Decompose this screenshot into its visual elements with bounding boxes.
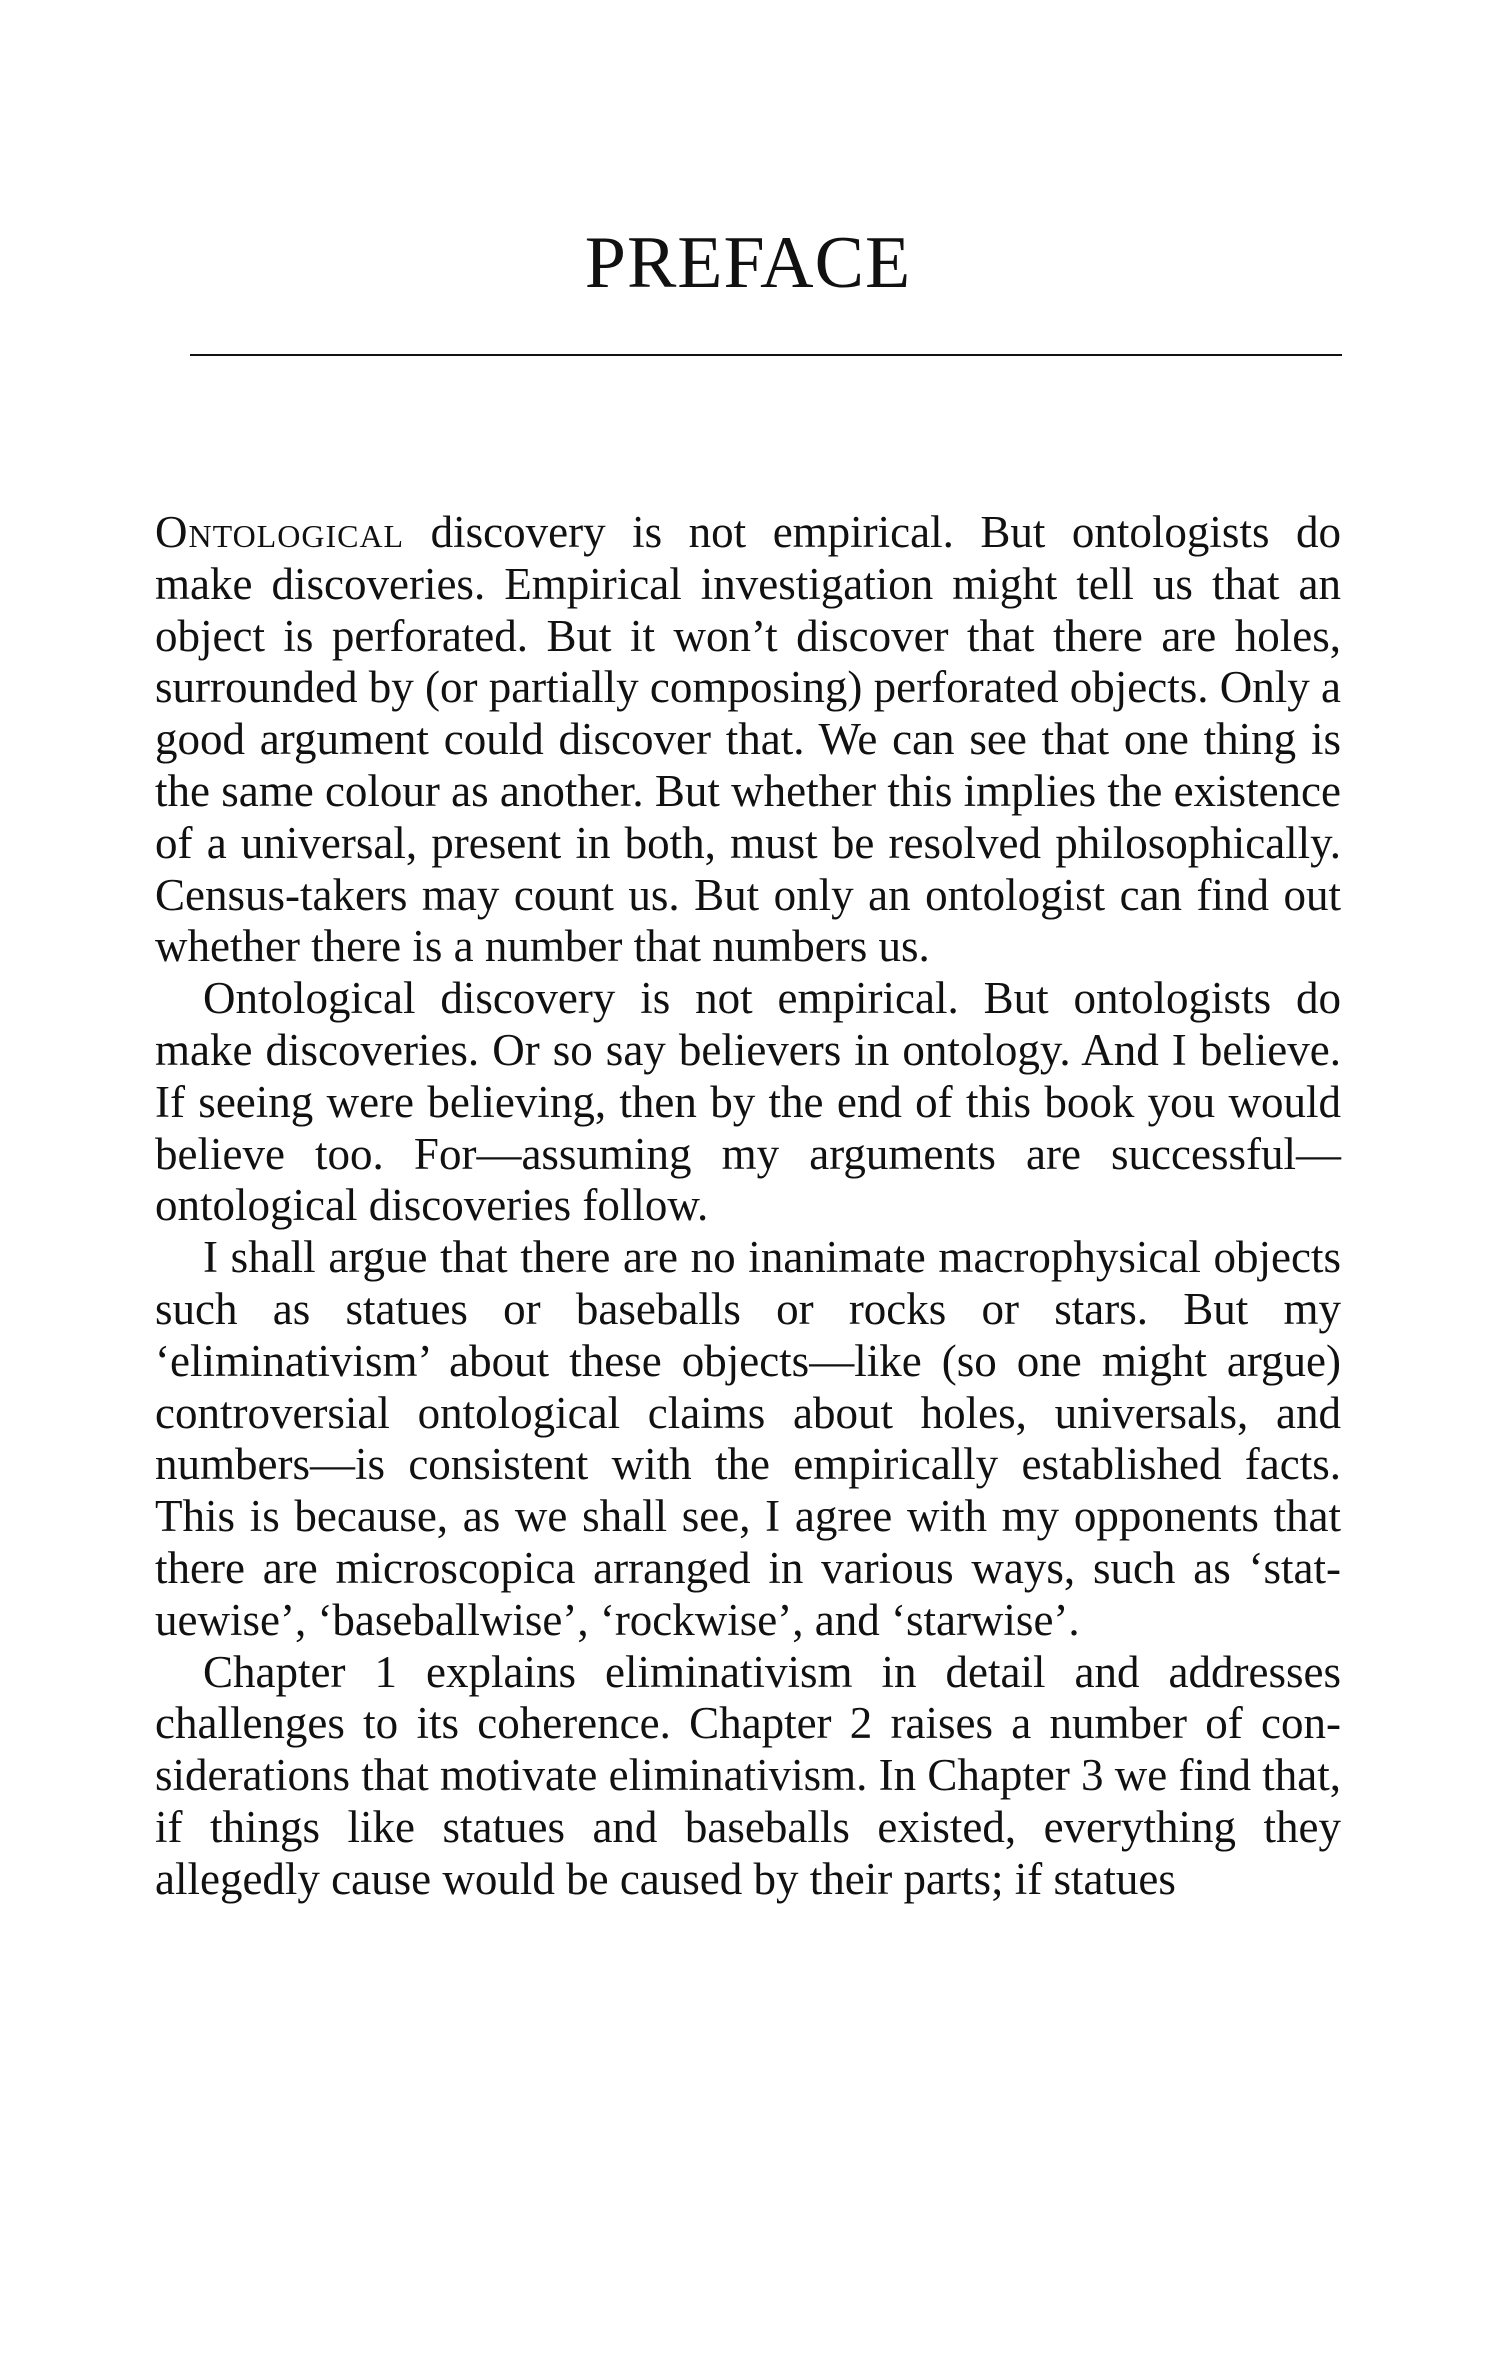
paragraph-lead-word: Ontological (155, 507, 405, 557)
paragraph-3: I shall argue that there are no inanimate macrophysical objects such as statues or baseballs or rocks or stars. But my ‘eliminativism’ about these objects—like (so one might argue) controversial ontological claims about holes, universals, and numbers—is consistent with the empirically established facts. This is because, as we shall see, I agree with my opponents that there are microscopica arranged in various ways, such as ‘statuewise’, ‘baseballwise’, ‘rockwise’, and ‘starwise’. (155, 1232, 1341, 1645)
paragraph-1 (155, 507, 1341, 973)
paragraph-4: Chapter 1 explains eliminativism in detail and addresses challenges to its coherence. Chapter 2 raises a number of considerations that motivate eliminativism. In Chapter 3 we find that, if things like statues and baseballs existed, everything they allegedly cause would be caused by their parts; if statues (155, 1646, 1341, 1904)
title-rule (190, 354, 1342, 356)
paragraph-2: Ontological discovery is not empirical. But ontologists do make discoveries. Or so say believers in ontology. And I believe. If seeing were believing, then by the end of this book you would believe too. For—assuming my arguments are successful—ontological discoveries follow. (155, 973, 1341, 1231)
preface-body (155, 507, 1341, 1906)
page-title: PREFACE (584, 222, 912, 304)
paragraph-1-text: discovery is not empirical. But ontologists do make discoveries. Empirical investigation might tell us that an object is perforated. But it won’t discover that there are holes, surrounded by (or partially composing) perforated objects. Only a good argument could discover that. We can see that one thing is the same colour as another. But whether this implies the existence of a universal, present in both, must be resolved philosophically. Census-takers may count us. But only an ontologist can find out whether there is a number that numbers us. (155, 507, 1341, 972)
